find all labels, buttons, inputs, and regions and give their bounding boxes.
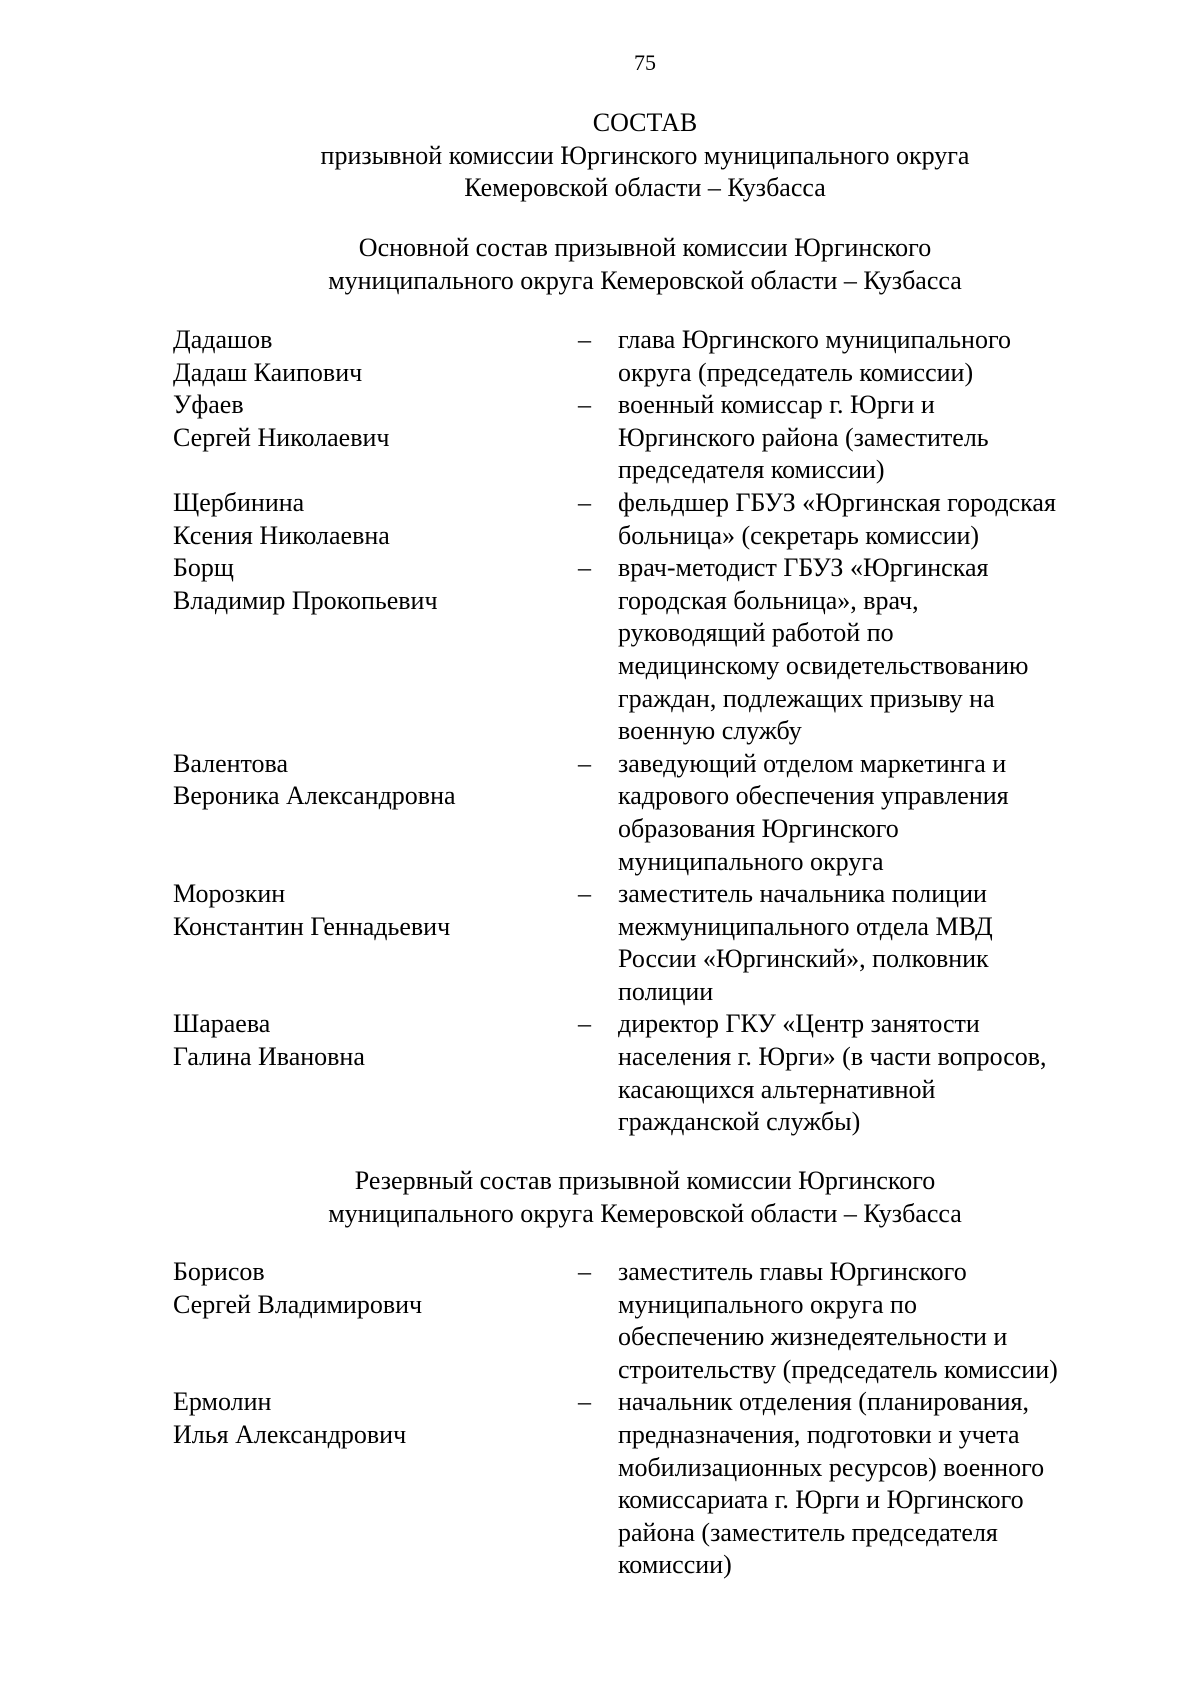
member-dash: – xyxy=(578,1387,591,1417)
member-name xyxy=(173,389,578,487)
member-given-name: Ксения Николаевна xyxy=(173,520,390,550)
member-surname: Валентова xyxy=(173,748,289,778)
member-row xyxy=(173,487,1113,552)
member-name xyxy=(173,487,578,552)
member-surname: Щербинина xyxy=(173,487,305,517)
main-section-heading xyxy=(0,232,1200,297)
member-given-name: Сергей Владимирович xyxy=(173,1289,423,1319)
member-surname: Борщ xyxy=(173,553,234,583)
member-name xyxy=(173,324,578,389)
member-name xyxy=(173,1008,578,1138)
member-role: директор ГКУ «Центр занятости населения г. Юрги» (в части вопросов, касающихся альтернативной гражданской службы) xyxy=(618,1009,1047,1137)
document-title xyxy=(0,107,1200,205)
member-given-name: Илья Александрович xyxy=(173,1419,407,1449)
member-dash: – xyxy=(578,553,591,583)
member-surname: Уфаев xyxy=(173,390,244,420)
member-dash: – xyxy=(578,390,591,420)
member-row xyxy=(173,1386,1113,1582)
member-row xyxy=(173,1256,1113,1386)
member-role: фельдшер ГБУЗ «Юргинская городская больница» (секретарь комиссии) xyxy=(618,487,1056,550)
member-dash: – xyxy=(578,748,591,778)
member-dash: – xyxy=(578,487,591,517)
member-dash: – xyxy=(578,1257,591,1286)
page-number: 75 xyxy=(634,50,656,75)
main-section-heading-line-1: Основной состав призывной комиссии Юргинского xyxy=(358,233,932,262)
member-given-name: Дадаш Каипович xyxy=(173,357,363,387)
member-given-name: Владимир Прокопьевич xyxy=(173,585,438,615)
main-members-list xyxy=(173,324,1113,1139)
member-row xyxy=(173,1008,1113,1138)
member-surname: Борисов xyxy=(173,1257,265,1286)
member-dash: – xyxy=(578,1009,591,1039)
reserve-section-heading-line-1: Резервный состав призывной комиссии Юргинского xyxy=(354,1166,936,1195)
member-given-name: Вероника Александровна xyxy=(173,781,456,811)
member-row xyxy=(173,878,1113,1008)
member-row xyxy=(173,748,1113,878)
member-role: военный комиссар г. Юрги и Юргинского района (заместитель председателя комиссии) xyxy=(618,390,989,485)
main-section-heading-line-2: муниципального округа Кемеровской области – Кузбасса xyxy=(328,265,962,295)
member-name xyxy=(173,552,578,748)
member-role: глава Юргинского муниципального округа (председатель комиссии) xyxy=(618,325,1011,387)
member-name xyxy=(173,878,578,1008)
member-surname: Морозкин xyxy=(173,879,286,909)
member-name xyxy=(173,1386,578,1582)
member-row xyxy=(173,324,1113,389)
title-line-3: Кемеровской области – Кузбасса xyxy=(464,173,826,203)
member-role: заместитель начальника полиции межмуниципального отдела МВД России «Юргинский», полковник полиции xyxy=(618,879,993,1006)
title-line-2: призывной комиссии Юргинского муниципального округа xyxy=(320,140,970,170)
member-role: врач-методист ГБУЗ «Юргинская городская больница», врач, руководящий работой по медицинскому освидетельствованию граждан, подлежащих призыву на военную службу xyxy=(618,553,1029,746)
member-given-name: Галина Ивановна xyxy=(173,1042,365,1072)
member-name xyxy=(173,1256,578,1386)
member-role: заместитель главы Юргинского муниципального округа по обеспечению жизнедеятельности и строительству (председатель комиссии) xyxy=(618,1257,1058,1384)
member-dash: – xyxy=(578,879,591,909)
member-name xyxy=(173,748,578,878)
member-surname: Шараева xyxy=(173,1009,271,1039)
reserve-section-heading xyxy=(0,1165,1200,1230)
member-role: начальник отделения (планирования, предназначения, подготовки и учета мобилизационных ресурсов) военного комиссариата г. Юрги и Юргинского района (заместитель председателя комиссии) xyxy=(618,1387,1045,1580)
reserve-members-list xyxy=(173,1256,1113,1582)
member-role: заведующий отделом маркетинга и кадрового обеспечения управления образования Юргинского муниципального округа xyxy=(618,748,1009,876)
reserve-section-heading-line-2: муниципального округа Кемеровской области – Кузбасса xyxy=(328,1198,962,1228)
member-given-name: Сергей Николаевич xyxy=(173,422,390,452)
member-given-name: Константин Геннадьевич xyxy=(173,911,451,941)
member-dash: – xyxy=(578,325,591,354)
member-row xyxy=(173,389,1113,487)
title-line-1: СОСТАВ xyxy=(592,108,698,137)
member-row xyxy=(173,552,1113,748)
member-surname: Ермолин xyxy=(173,1387,272,1417)
member-surname: Дадашов xyxy=(173,325,273,354)
